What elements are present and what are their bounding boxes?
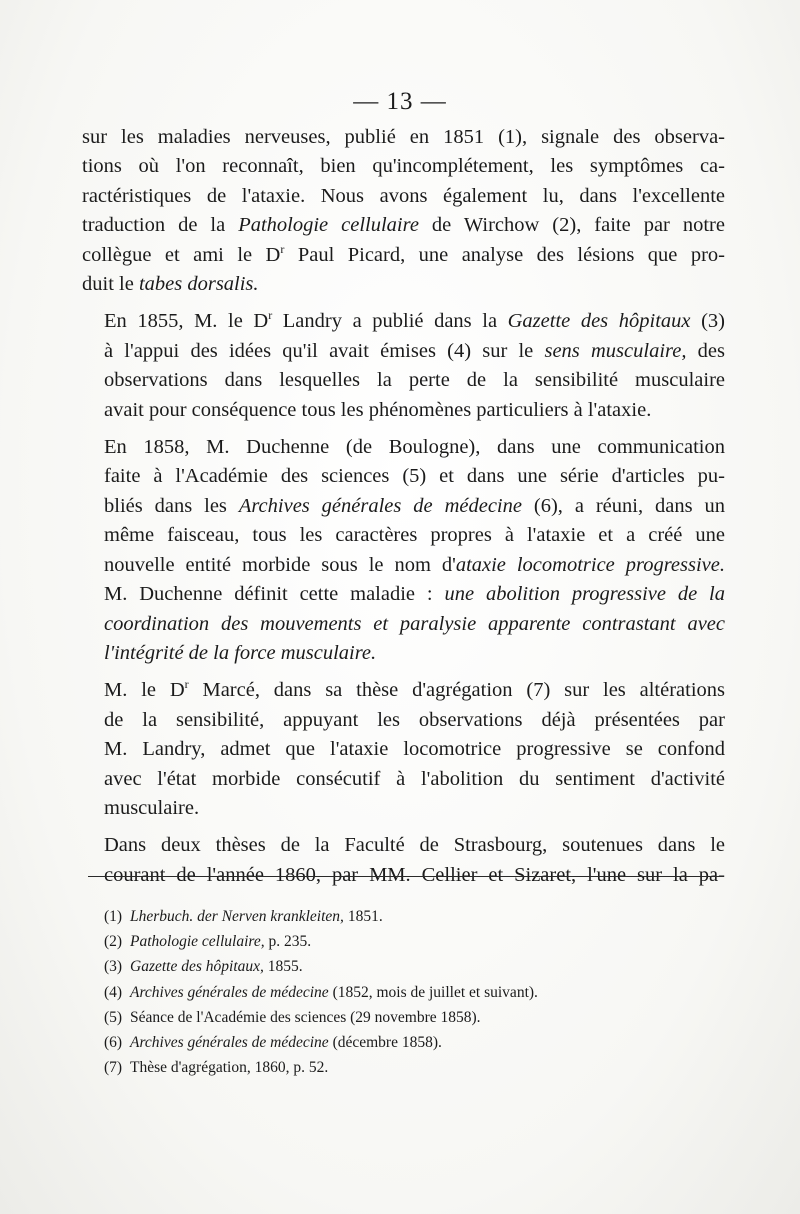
page-number: — 13 — xyxy=(353,88,447,115)
footnote xyxy=(104,1030,684,1055)
footnote-number: (7) xyxy=(104,1059,123,1077)
text-line: Dans deux thèses de la Faculté de Strasbourg, soutenues dans le xyxy=(104,834,725,857)
text-line: M. le $D^r$ Marcé, dans sa thèse d'agrégation (7) sur les altérations xyxy=(104,677,726,702)
footnote xyxy=(104,1005,684,1030)
italic-text: l'intégrité de la force musculaire. xyxy=(104,641,377,664)
footnotes xyxy=(104,904,684,1080)
footnote-number: (6) xyxy=(104,1034,123,1052)
text-line: avait pour conséquence tous les phénomènes particuliers à l'ataxie. xyxy=(104,398,652,421)
footnote xyxy=(104,1055,684,1080)
text-line: bliés dans les Archives générales de médecine (6), a réuni, dans un xyxy=(104,494,725,517)
text-line: traduction de la Pathologie cellulaire de Wirchow (2), faite par notre xyxy=(82,214,725,237)
italic-text: coordination des mouvements et paralysie apparente contrastant avec xyxy=(104,612,725,635)
footnote-text: Pathologie cellulaire, p. 235. xyxy=(130,933,312,951)
paragraph xyxy=(82,307,725,425)
italic-text: Lherbuch. der Nerven krankleiten, xyxy=(130,908,344,925)
text-line: M. Landry, admet que l'ataxie locomotrice progressive se confond xyxy=(104,738,725,761)
footnote xyxy=(104,904,684,929)
italic-text: ataxie locomotrice progressive. xyxy=(455,553,725,576)
text-line: faite à l'Académie des sciences (5) et dans une série d'articles pu- xyxy=(104,465,725,488)
text-line xyxy=(82,610,725,639)
footnote-rule xyxy=(88,876,724,877)
superscript: r xyxy=(184,677,189,692)
text-line: musculaire. xyxy=(104,796,200,819)
italic-text: Pathologie cellulaire xyxy=(238,214,419,237)
text-line: même faisceau, tous les caractères propres à l'ataxie et a créé une xyxy=(104,524,725,547)
footnote-text: Lherbuch. der Nerven krankleiten, 1851. xyxy=(130,908,383,925)
italic-text: Gazette des hôpitaux xyxy=(507,310,691,333)
text-line: En 1855, M. le $D^r$ Landry a publié dans la Gazette des hôpitaux (3) xyxy=(104,308,725,333)
italic-text: Gazette des hôpitaux, xyxy=(130,958,264,976)
footnote xyxy=(104,980,684,1005)
text-line xyxy=(82,639,725,668)
footnote-text: Gazette des hôpitaux, 1855. xyxy=(130,958,303,976)
italic-text: Archives générales de médecine xyxy=(130,983,329,1001)
text-line: courant de l'année 1860, par MM. Cellier et Sizaret, l'une sur la pa- xyxy=(104,863,725,886)
italic-text: Archives générales de médecine xyxy=(238,494,522,517)
superscript: r xyxy=(280,241,285,256)
paragraph xyxy=(82,676,725,823)
paragraph xyxy=(82,123,725,299)
text-line: nouvelle entité morbide sous le nom d'ataxie locomotrice progressive. xyxy=(104,553,725,576)
paragraph xyxy=(82,433,725,668)
footnote-number: (2) xyxy=(104,933,123,951)
superscript: r xyxy=(268,308,273,323)
text-line: à l'appui des idées qu'il avait émises (4) sur le sens musculaire, des xyxy=(104,339,725,362)
text-line: avec l'état morbide consécutif à l'abolition du sentiment d'activité xyxy=(104,767,725,790)
text-line: M. Duchenne définit cette maladie : une abolition progressive de la xyxy=(104,583,726,606)
footnote-number: (5) xyxy=(104,1008,123,1026)
italic-text: tabes dorsalis. xyxy=(138,273,259,296)
footnote-number: (3) xyxy=(104,958,123,976)
paragraph xyxy=(82,831,725,890)
footnote-number: (1) xyxy=(104,908,123,925)
text-line: ractéristiques de l'ataxie. Nous avons également lu, dans l'excellente xyxy=(82,184,725,207)
text-line: collègue et ami le $D^r$ Paul Picard, une analyse des lésions que pro- xyxy=(82,241,725,266)
italic-text: Pathologie cellulaire, xyxy=(130,933,265,951)
italic-text: sens musculaire, xyxy=(544,339,687,362)
text-line: de la sensibilité, appuyant les observations déjà présentées par xyxy=(104,708,725,731)
italic-text: Archives générales de médecine xyxy=(130,1034,329,1052)
footnote-text: Séance de l'Académie des sciences (29 novembre 1858). xyxy=(130,1008,481,1026)
footnote xyxy=(104,954,684,979)
footnote-text: Archives générales de médecine (1852, mois de juillet et suivant). xyxy=(130,983,538,1001)
text-line: En 1858, M. Duchenne (de Boulogne), dans une communication xyxy=(104,436,725,459)
footnote-number: (4) xyxy=(104,983,123,1001)
text-line: observations dans lesquelles la perte de la sensibilité musculaire xyxy=(104,369,725,392)
footnote xyxy=(104,929,684,954)
text-line: sur les maladies nerveuses, publié en 1851 (1), signale des observa- xyxy=(82,126,725,148)
italic-text: une abolition progressive de la xyxy=(444,583,726,606)
body-text xyxy=(82,123,725,898)
text-line: tions où l'on reconnaît, bien qu'incomplétement, les symptômes ca- xyxy=(82,155,725,178)
footnote-text: Archives générales de médecine (décembre 1858). xyxy=(130,1034,442,1052)
footnote-text: Thèse d'agrégation, 1860, p. 52. xyxy=(130,1059,329,1077)
text-line: duit le tabes dorsalis. xyxy=(82,273,259,296)
